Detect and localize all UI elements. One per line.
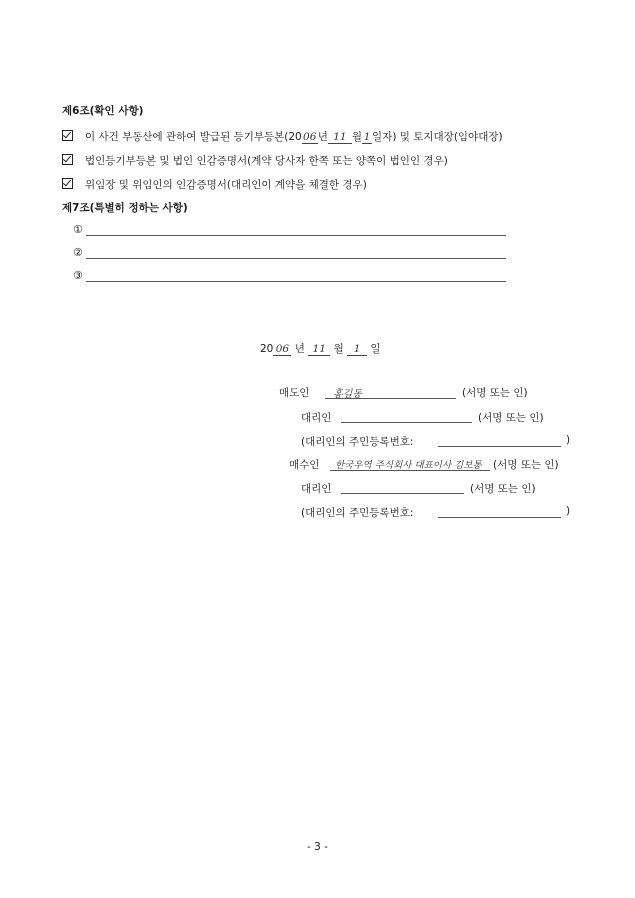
seller-agent-id-label: (대리인의 주민등록번호: [301, 436, 414, 448]
article6-title: 제6조(확인 사항) [62, 105, 144, 117]
checkbox-checked-icon[interactable] [62, 154, 73, 165]
article6-item-3 [62, 177, 367, 192]
buyer-name: 한국우역 주식회사 대표이사 김보통 [335, 460, 482, 471]
checkbox-checked-icon[interactable] [62, 178, 73, 189]
seller-agent-line[interactable] [341, 422, 472, 423]
seller-name: 홍길동 [333, 389, 362, 400]
page-number: - 3 - [307, 841, 328, 853]
buyer-agent-id-line[interactable] [438, 517, 561, 518]
buyer-label: 매수인 [289, 459, 320, 471]
buyer-agent-sign-note: (서명 또는 인) [470, 483, 536, 495]
seller-agent-id-close: ) [566, 434, 571, 446]
item3-text: 위임장 및 위임인의 인감증명서(대리인이 계약을 체결한 경우) [85, 179, 367, 191]
date-year-unit: 년 [294, 343, 305, 355]
buyer-sign-line[interactable] [330, 470, 490, 471]
article7-marker-3: ③ [73, 269, 83, 282]
item1-year-unit: 년 [317, 131, 328, 143]
date-year: 06 [273, 343, 291, 356]
article7-marker-2: ② [73, 246, 83, 259]
seller-agent-sign-note: (서명 또는 인) [478, 412, 544, 424]
seller-agent-id-line[interactable] [438, 446, 561, 447]
item1-month: 11 [328, 131, 352, 144]
date-day: 1 [347, 343, 367, 356]
date-year-prefix: 20 [260, 343, 274, 355]
item1-year: 06 [303, 131, 317, 143]
item1-post: 일자) 및 토지대장(임야대장) [372, 131, 503, 143]
item1-pre: 이 사건 부동산에 관하여 발급된 등기부등본(20 [85, 131, 302, 143]
article6-item-1 [62, 129, 503, 144]
buyer-agent-id-label: (대리인의 주민등록번호: [301, 507, 414, 519]
seller-sign-line[interactable] [325, 398, 456, 399]
date-day-unit: 일 [370, 343, 381, 355]
seller-agent-label: 대리인 [301, 412, 332, 424]
buyer-sign-note: (서명 또는 인) [493, 459, 559, 471]
article7-title: 제7조(특별히 정하는 사항) [62, 202, 188, 214]
item1-day: 1 [363, 131, 371, 143]
buyer-agent-label: 대리인 [301, 483, 332, 495]
article6-item-2 [62, 153, 448, 168]
contract-date [260, 341, 381, 356]
article7-line-3[interactable] [86, 281, 506, 282]
buyer-agent-id-close: ) [566, 505, 571, 517]
seller-sign-note: (서명 또는 인) [462, 387, 528, 399]
date-month-unit: 월 [333, 343, 344, 355]
item2-text: 법인등기부등본 및 법인 인감증명서(계약 당사자 한쪽 또는 양쪽이 법인인 경우) [85, 155, 448, 167]
checkbox-checked-icon[interactable] [62, 130, 73, 141]
article7-line-2[interactable] [86, 258, 506, 259]
seller-label: 매도인 [279, 387, 310, 399]
date-month: 11 [308, 343, 330, 356]
article7-line-1[interactable] [86, 235, 506, 236]
item1-month-unit: 월 [351, 131, 363, 143]
article7-marker-1: ① [73, 223, 83, 236]
buyer-agent-line[interactable] [341, 493, 464, 494]
